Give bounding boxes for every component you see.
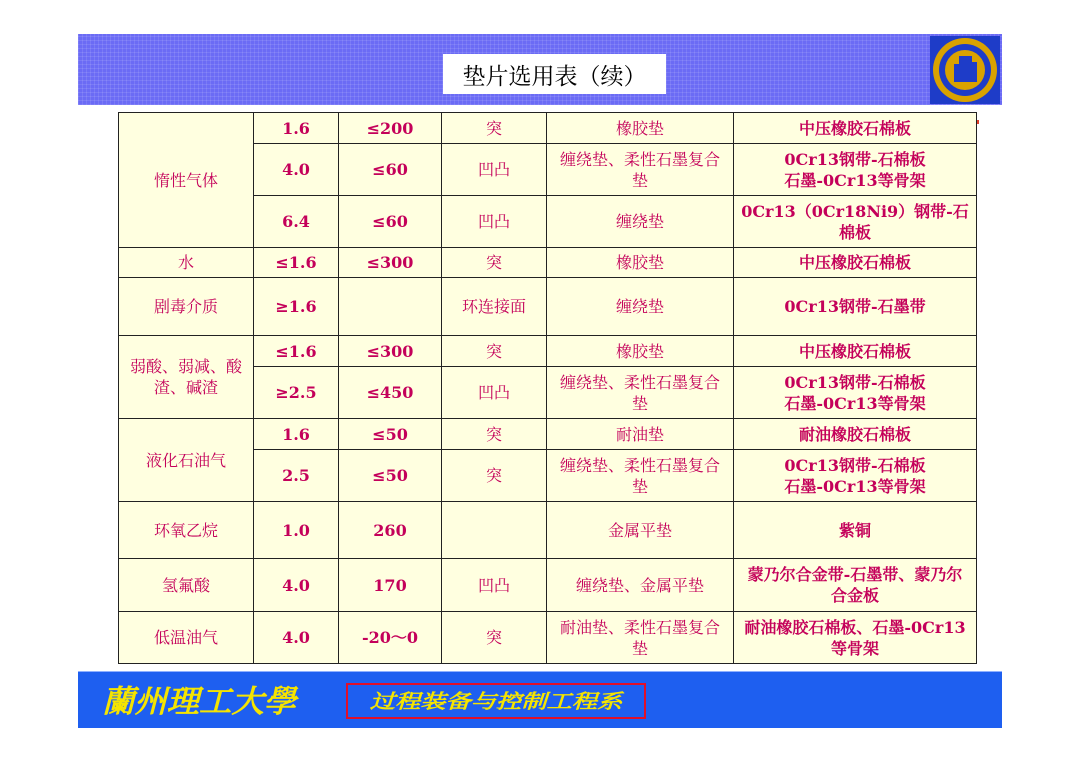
gasket-cell: 缠绕垫、金属平垫 <box>547 559 734 612</box>
table-row <box>119 248 977 278</box>
table-row <box>119 612 977 664</box>
department-box <box>346 683 646 719</box>
temp-cell: ≤300 <box>339 248 442 278</box>
pn-cell: 4.0 <box>254 144 339 196</box>
gasket-selection-table <box>118 112 977 664</box>
table-row <box>119 559 977 612</box>
medium-cell: 液化石油气 <box>119 419 254 502</box>
face-cell: 突 <box>442 450 547 502</box>
medium-cell: 低温油气 <box>119 612 254 664</box>
gasket-cell: 缠绕垫、柔性石墨复合垫 <box>547 367 734 419</box>
medium-cell: 惰性气体 <box>119 113 254 248</box>
temp-cell <box>339 278 442 336</box>
face-cell <box>442 502 547 559</box>
svg-text:蘭州理工大學: 蘭州理工大學 <box>102 684 300 720</box>
material-cell: 0Cr13（0Cr18Ni9）钢带-石棉板 <box>734 196 977 248</box>
temp-cell: ≤50 <box>339 450 442 502</box>
pn-cell: ≤1.6 <box>254 336 339 367</box>
material-cell: 蒙乃尔合金带-石墨带、蒙乃尔合金板 <box>734 559 977 612</box>
department-name <box>348 685 644 717</box>
material-cell: 0Cr13钢带-石棉板 石墨-0Cr13等骨架 <box>734 144 977 196</box>
page-title: 垫片选用表（续） <box>443 54 666 94</box>
gasket-cell: 缠绕垫 <box>547 196 734 248</box>
gasket-cell: 耐油垫 <box>547 419 734 450</box>
pn-cell: ≥1.6 <box>254 278 339 336</box>
face-cell: 突 <box>442 336 547 367</box>
pn-cell: 4.0 <box>254 559 339 612</box>
medium-cell: 环氧乙烷 <box>119 502 254 559</box>
material-cell: 中压橡胶石棉板 <box>734 248 977 278</box>
face-cell: 凹凸 <box>442 144 547 196</box>
face-cell: 突 <box>442 419 547 450</box>
pn-cell: 1.6 <box>254 419 339 450</box>
face-cell: 突 <box>442 612 547 664</box>
pn-cell: ≤1.6 <box>254 248 339 278</box>
pn-cell: 2.5 <box>254 450 339 502</box>
temp-cell: ≤300 <box>339 336 442 367</box>
university-seal-icon <box>930 36 1000 104</box>
gasket-cell: 耐油垫、柔性石墨复合垫 <box>547 612 734 664</box>
temp-cell: -20～0 <box>339 612 442 664</box>
temp-cell: 260 <box>339 502 442 559</box>
medium-cell: 剧毒介质 <box>119 278 254 336</box>
pn-cell: 4.0 <box>254 612 339 664</box>
gasket-cell: 橡胶垫 <box>547 336 734 367</box>
pn-cell: 6.4 <box>254 196 339 248</box>
gasket-cell: 缠绕垫 <box>547 278 734 336</box>
table-row <box>119 419 977 450</box>
temp-cell: ≤450 <box>339 367 442 419</box>
pn-cell: 1.6 <box>254 113 339 144</box>
table-row <box>119 113 977 144</box>
face-cell: 环连接面 <box>442 278 547 336</box>
material-cell: 耐油橡胶石棉板、石墨-0Cr13等骨架 <box>734 612 977 664</box>
material-cell: 中压橡胶石棉板 <box>734 113 977 144</box>
material-cell: 0Cr13钢带-石棉板 石墨-0Cr13等骨架 <box>734 450 977 502</box>
pn-cell: ≥2.5 <box>254 367 339 419</box>
gasket-cell: 缠绕垫、柔性石墨复合垫 <box>547 450 734 502</box>
medium-cell: 弱酸、弱减、酸渣、碱渣 <box>119 336 254 419</box>
temp-cell: ≤50 <box>339 419 442 450</box>
gasket-cell: 橡胶垫 <box>547 113 734 144</box>
medium-cell: 水 <box>119 248 254 278</box>
material-cell: 中压橡胶石棉板 <box>734 336 977 367</box>
material-cell: 耐油橡胶石棉板 <box>734 419 977 450</box>
gasket-cell: 金属平垫 <box>547 502 734 559</box>
material-cell: 0Cr13钢带-石墨带 <box>734 278 977 336</box>
face-cell: 突 <box>442 248 547 278</box>
table-row <box>119 336 977 367</box>
medium-cell: 氢氟酸 <box>119 559 254 612</box>
university-logo <box>100 680 300 720</box>
temp-cell: ≤60 <box>339 144 442 196</box>
face-cell: 突 <box>442 113 547 144</box>
face-cell: 凹凸 <box>442 196 547 248</box>
svg-text:过程装备与控制工程系: 过程装备与控制工程系 <box>369 690 626 714</box>
material-cell: 紫铜 <box>734 502 977 559</box>
material-cell: 0Cr13钢带-石棉板 石墨-0Cr13等骨架 <box>734 367 977 419</box>
temp-cell: ≤60 <box>339 196 442 248</box>
temp-cell: ≤200 <box>339 113 442 144</box>
pn-cell: 1.0 <box>254 502 339 559</box>
table-row <box>119 278 977 336</box>
face-cell: 凹凸 <box>442 559 547 612</box>
table-row <box>119 502 977 559</box>
temp-cell: 170 <box>339 559 442 612</box>
gasket-cell: 橡胶垫 <box>547 248 734 278</box>
gasket-cell: 缠绕垫、柔性石墨复合垫 <box>547 144 734 196</box>
face-cell: 凹凸 <box>442 367 547 419</box>
